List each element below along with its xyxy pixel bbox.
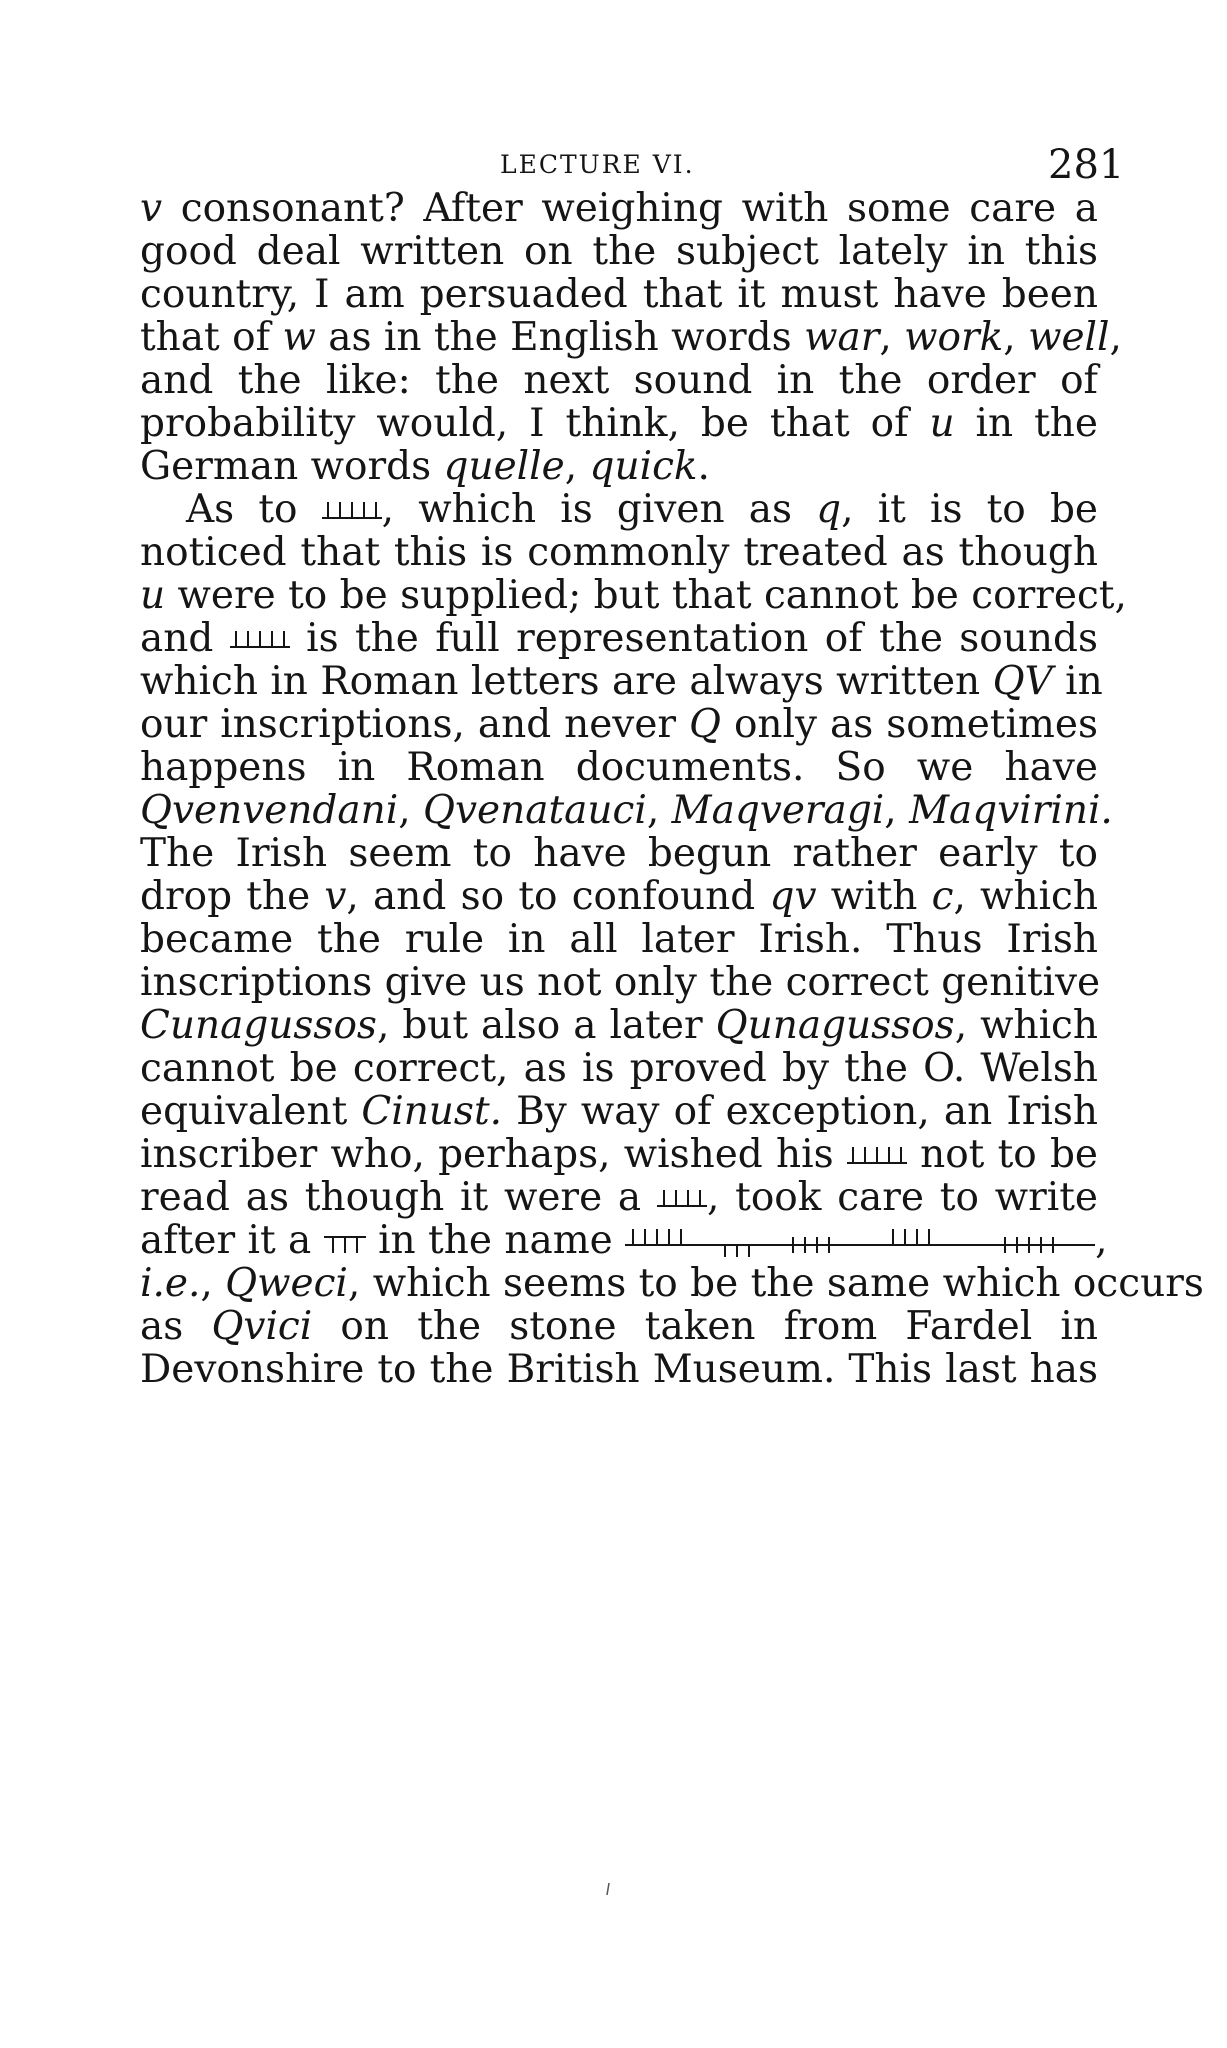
text-line: and is the full representation of the sounds — [140, 616, 1099, 661]
text-line: inscriber who, perhaps, wished his not to be — [140, 1132, 1098, 1177]
ogham-q-glyph — [230, 621, 290, 651]
running-header — [0, 142, 1227, 192]
text-line: read as though it were a , took care to write — [140, 1175, 1098, 1220]
text-line: v consonant? After weighing with some care a — [140, 186, 1098, 231]
text-line: as Qvici on the stone taken from Fardel in — [140, 1304, 1098, 1349]
text-line: cannot be correct, as is proved by the O. Welsh — [140, 1046, 1098, 1091]
text-line: i.e., Qweci, which seems to be the same which occurs — [140, 1261, 1204, 1306]
text-line: u were to be supplied; but that cannot be correct, — [140, 573, 1127, 618]
text-line: As to , which is given as q, it is to be — [186, 487, 1098, 532]
text-line: German words quelle, quick. — [140, 444, 710, 489]
text-line: equivalent Cinust. By way of exception, an Irish — [140, 1089, 1099, 1134]
text-line: became the rule in all later Irish. Thus Irish — [140, 917, 1098, 962]
stray-ink-mark — [605, 1882, 611, 1896]
ogham-q-glyph — [322, 492, 382, 522]
text-line: noticed that this is commonly treated as though — [140, 530, 1098, 575]
text-line: drop the v, and so to confound qv with c, which — [140, 874, 1098, 919]
text-line: Qvenvendani, Qvenatauci, Maqveragi, Maqvirini. — [140, 788, 1113, 833]
ogham-name-inscription — [625, 1223, 1095, 1253]
text-line: our inscriptions, and never Q only as sometimes — [140, 702, 1098, 747]
page-number: 281 — [1048, 142, 1125, 188]
text-line: country, I am persuaded that it must have been — [140, 272, 1098, 317]
text-line: good deal written on the subject lately in this — [140, 229, 1098, 274]
ogham-q-glyph — [847, 1137, 907, 1167]
text-line: inscriptions give us not only the correct genitive — [140, 960, 1101, 1005]
ogham-e-glyph — [324, 1223, 366, 1253]
running-title: LECTURE VI. — [500, 150, 695, 179]
text-line: happens in Roman documents. So we have — [140, 745, 1098, 790]
text-line: The Irish seem to have begun rather early to — [140, 831, 1098, 876]
text-line: which in Roman letters are always written QV in — [140, 659, 1103, 704]
text-line: Devonshire to the British Museum. This last has — [140, 1347, 1098, 1392]
ogham-c-glyph — [657, 1180, 707, 1210]
text-line: after it a in the name , — [140, 1218, 1108, 1263]
text-line: and the like: the next sound in the order of — [140, 358, 1098, 403]
text-line: that of w as in the English words war, work, well, — [140, 315, 1122, 360]
text-line: Cunagussos, but also a later Qunagussos, which — [140, 1003, 1099, 1048]
text-line: probability would, I think, be that of u in the — [140, 401, 1098, 446]
